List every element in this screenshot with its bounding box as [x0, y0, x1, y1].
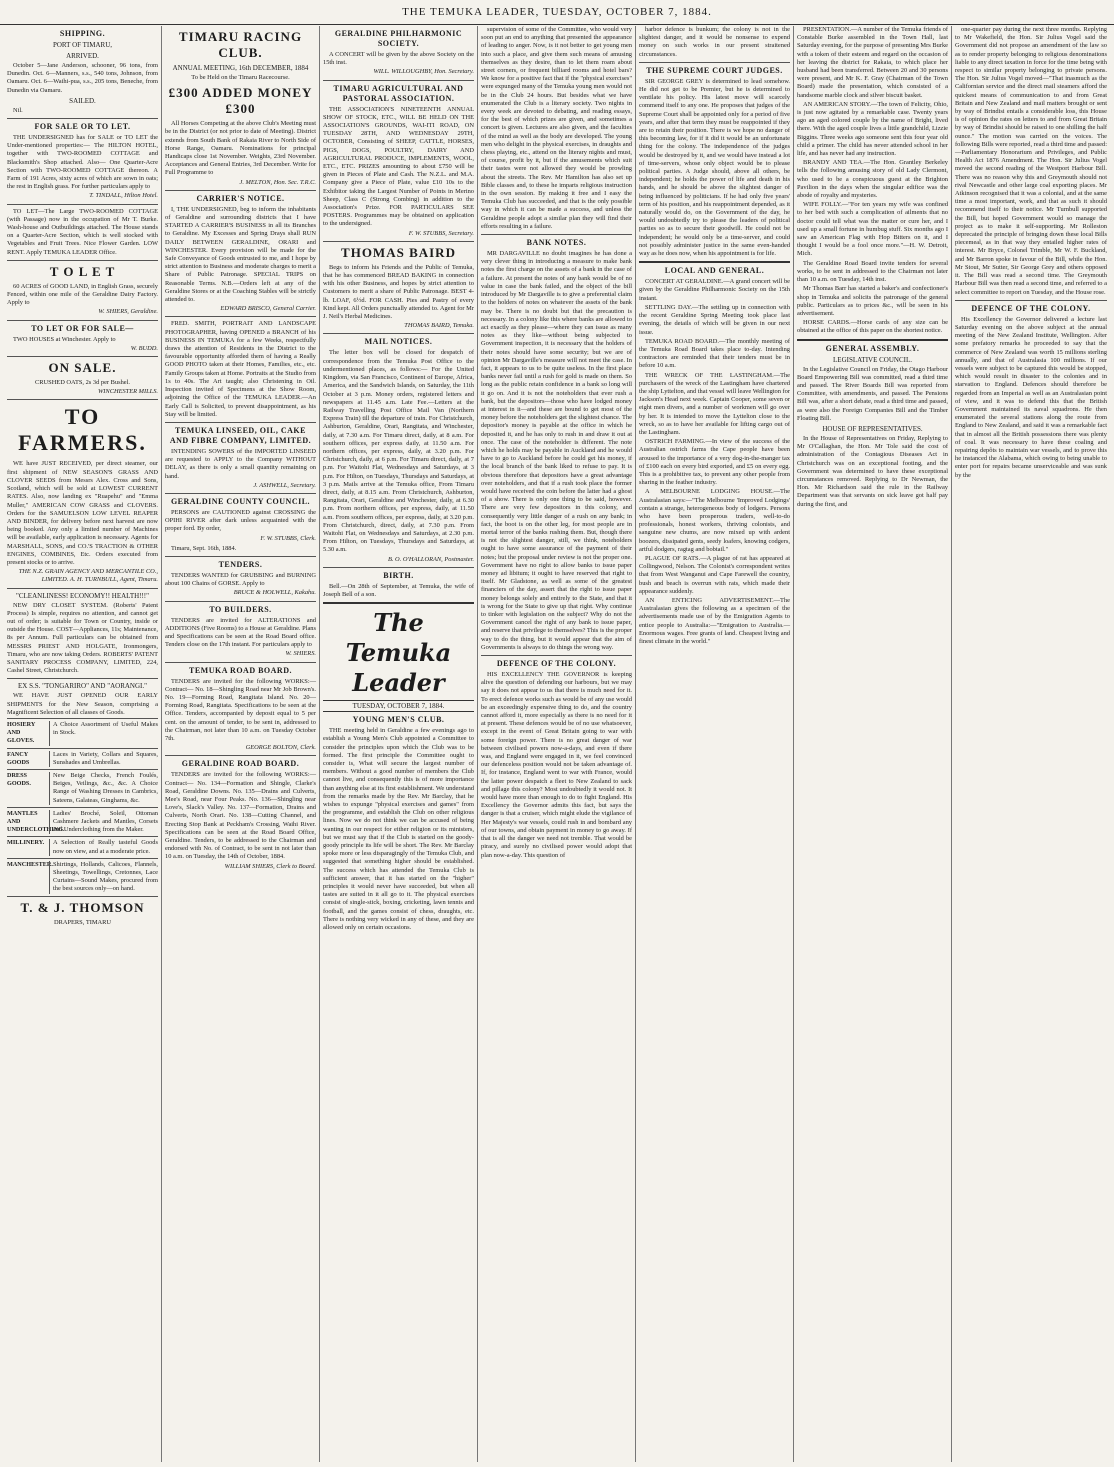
divider	[165, 316, 316, 317]
bank-heading: BANK NOTES.	[526, 238, 587, 248]
groad-text: TENDERS are invited for the following WORKS:— Contract— No. 134—Formation and Shingle, Clarke's Road, Geraldine Downs. No. 135—Drains and Culverts, Mee's Road, near Four Peaks. No. 136—Shingling near Love's, Slack's Valley. No. 137—Formation, Drains and Culverts, North Orari. No. 138—Cutting Channel, and Erecting Stop Bank at Peckham's Crossing, Waihi River. Specifications can be seen at the Road Board Office, Geraldine. Tenders, to be addressed to the Chairman and endorsed with No. of Contract, to be sent in not later than 10 a.m. on Tuesday, the 14th of October, 1884.	[165, 771, 316, 861]
local-item: PLAGUE OF RATS.—A plague of rat has appeared at Collingwood, Nelson. The Colonist's correspondent writes that from West Wanganui and Cape Farewell the country, bush and beach is overrun with rats, which made their appearance suddenly.	[639, 554, 790, 595]
column-2	[162, 26, 320, 1462]
column-1	[4, 26, 162, 1462]
builders-heading: TO BUILDERS.	[209, 604, 272, 614]
local-item: HORSE CARDS.—Horse cards of any size can be obtained at the office of this paper on the shortest notice.	[797, 319, 948, 335]
council-subheading: LEGISLATIVE COUNCIL.	[833, 355, 912, 364]
divider	[165, 493, 316, 494]
tolet3-signature: W. BUDD.	[130, 344, 158, 352]
sailed-text: Nil.	[13, 106, 23, 114]
birth-heading: BIRTH.	[383, 570, 414, 580]
divider	[165, 662, 316, 663]
reps-continued: one-quarter pay during the next three months. Replying to Mr Wakefield, the Hon. Sir Julius Vogel said the Government did not propose an amendment of the law so as to render property belonging to religious denominations liable to any direct taxation in force for the time being with respect to similar property belonging to private persons. The Hon. Sir Julius Vogel moved—"That inasmuch as the Californian service and the direct mail steamers afford the quickest means of communication to and from Great Britain and New Zealand and mail matters brought or sent by way of Brindisi entails a considerable loss, this House is of opinion the rates on letters to and from Great Britain by way of Brindisi should be raised to one shilling the half ounce." The motion was carried on the voices. The following Bills were reported, read a third time and passed:—Parliamentary Honorarium and Privileges, and Public Health Act 1876 Amendment. The Hon. Sir Julius Vogel moved the second reading of the Westport Harbour Bill. There was no reason why this and Greymouth should not rival Newcastle and other large coal exporting places. Mr Atkinson recognised that it was a colonial, and at the same time a most important, work, and that as such it should recommend itself to their notice. Mr Turnbull supported the Bill, but hoped Government would so manage the project as to make it self-supporting. Mr Rolleston deprecated the principle of bringing down these local Bills piecemeal, as in that way they entailed higher rates of interest. Mr Bryce, Colonel Trimble, Mr W. F. Buckland, and Mr Barron spoke in favour of the Bill, while the Hon. Mr Stout, Mr Sutter, Sir George Grey and others opposed it. The Bill was read a second time. The Greymouth Harbour Bill was then read a second time, and referred to a select committee to report on Tuesday, and the House rose.	[955, 26, 1107, 296]
drapery-list	[7, 718, 158, 897]
defence-lecture-text: His Excellency the Governor delivered a lecture last Saturday evening on the above subject at the annual meeting of the New Zealand Institute, Wellington. After some prefatory remarks he proceeded to say that the commerce of New Zealand was worth 15 millions sterling annually, and that of Australasia 100 millions. If our vessels were subject to be captured this would be stopped, which would result in disaster to the colonies and in starvation to England. Defences should therefore be regarded from an Imperial as well as an Australasian point of view, and it was to defend this that the British Government maintained its naval squadrons. He then enumerated the several stations along the route from England to New Zealand, and said it was a remarkable fact that in almost all the British possessions there was plenty of coal. It was necessary to have these coaling and repairing depôts to maintain war vessels, and to prove this he instanced the Alabama, which owing to being unable to enter port for repairs became unserviceable and was sunk by the	[955, 315, 1107, 479]
clean-heading: "CLEANLINESS! ECONOMY!! HEALTH!!!"	[16, 591, 149, 600]
carrier-signature: EDWARD BRISCO, General Carrier.	[220, 305, 316, 313]
drapery-text: Ladies' Broché, Soleil, Ottoman Cashmere Jackets and Mantles, Corsets and Underclothing from the Maker.	[49, 810, 158, 835]
racing-text: All Horses Competing at the above Club's Meeting must be in the District (or not prior to date of Meeting). District extends from South Bank of Rakaia River to North Side of Horse Range, Oamaru. Nominations for principal Handicaps close 1st November. Weights, 23rd November. Acceptances and General Entries, 3rd December. Write for Full Programme to	[165, 120, 316, 177]
divider	[7, 399, 158, 400]
local-item: AN AMERICAN STORY.—The town of Felicity, Ohio, is just now agitated by a remarkable case. Twenty years ago an aged colored couple by the name of Bright, lived there. With the aged couple lives a little grandchild, Lizzie Biggins. Three weeks ago someone sent this four year old child a primer. The child has never attended school in her life, and has never had any instruction.	[797, 100, 948, 158]
racing-subheading: ANNUAL MEETING, 16th DECEMBER, 1884	[172, 64, 309, 72]
local-item: Mr Thomas Barr has started a baker's and confectioner's shop in Temuka and solicits the patronage of the general public. Particulars as to prices &c., will be seen in his advertisement.	[797, 285, 948, 317]
agri-heading: TIMARU AGRICULTURAL AND PASTORAL ASSOCIATION.	[333, 83, 464, 103]
tenders-text: TENDERS WANTED for GRUBBING and BURNING about 100 Chains of GORSE. Apply to	[165, 571, 316, 588]
drapery-row	[7, 749, 158, 770]
agri-signature: F. W. STUBBS, Secretary.	[408, 229, 474, 237]
divider	[165, 755, 316, 756]
thomson-subheading: DRAPERS, TIMARU	[53, 918, 112, 926]
divider	[323, 241, 474, 242]
racing-location: To be Held on the Timaru Racecourse.	[191, 74, 290, 81]
column-6	[794, 26, 952, 1462]
divider	[323, 80, 474, 81]
tolet-text: TO LET—The Large TWO-ROOMED COTTAGE (with Passage) now in the occupation of Mr T. Burke. Wash-house and Outbuildings attached. The House stands on a Quarter-Acre Section, which is well stocked with Vegetables and Fruit Trees. Nice Flower Garden. LOW RENT. Apply TEMUKA LEADER Office.	[7, 207, 158, 256]
ymc-text: THE meeting held in Geraldine a few evenings ago to establish a Young Men's Club appointed a Committee to consider the principles upon which the Club was to be formed. The first principle the Committee ought to consider is, What will secure the largest number of members. Without a good number of members the Club cannot live, and consequently this is of more importance than anything else at its first establishment. We understand from the remarks made by the Rev. Mr Barclay, that he wishes to expunge "physical exercises and games" from the programme, and establish the Club on other religious lines. Now we do not think we can be accused of being wanting in our respect for either religion or its ministers, but we must say that if the Club is started on the goody-goody principle its life will be short. The Rev. Mr Barclay spoke more or less disparagingly of the Temuka Club, and suggested that something higher should be established. The success which has attended the Temuka Club is sufficient answer, that it has started on the "higher" principles it would never have succeeded, but when all tastes are suited in it all go to it. The physical exercises consist of single-stick, boxing, cricketing, lawn tennis and football, and the games consist of chess, draughts, etc. There is nothing very wicked in any of these, and they are allowed only on certain occasions.	[323, 727, 474, 932]
drapery-row	[7, 808, 158, 838]
bank-text: MR DARGAVILLE no doubt imagines he has done a very clever thing in introducing a measure to make bank notes the first charge on the assets of a bank in the case of a failure. At present the notes of any bank would be of no value in case the bank failed, and the object of the bill introduced by Mr Dargaville is to give a preferential claim to the holders of notes on whatever the assets of the bank may be. There is no doubt but that the precaution is necessary. In a colony like this where banks are allowed to act exactly as they please—where they can issue as many notes as they like—without being subjected to Government inspection, it is necessary that the holders of their notes should have some security; but we are of opinion Mr Dargaville's measure will not meet the case. In fact, it appears to us to be quite useless. In the first place banks never fail until a rush for gold is made on them. So long as the public retain confidence in a bank so long will it go on. And it is not the noteholders that ever rush a bank, but the depositors—those who have lodged money at interest in it—and these are bound to get most of the money before the noteholders get the slightest chance. The depositor's money is payable at the office in which he deposited it, and he has only to rush in and draw it out at once. The case of the noteholder is different. The note which he holds may be payable in Auckland and he would have to go to Auckland before he could get his money, if the local branch of the bank liked to refuse to pay. It is obvious therefore that depositors have a great advantage over noteholders, and that if a rush took place the former would have received the coin before the latter had a ghost of a show. There is only one thing to be said, however. There are very few depositors in this colony, and consequently very little danger of a rush on any bank; in fact, the boot is on the other leg, for most people are in mortal terror of the banks rushing them. But, though there is not the slightest danger, still, we think, noteholders ought to have some assurance of the payment of their notes; but the proposal under review is not the proper one. Government have no right to allow banks to issue paper money ad libitum; it ought to have reserved that right to itself. Mr Gladstone, as well as some of the greatest financiers of the day, assert that the right to issue paper money belongs solely and entirely to the State, and that it is wrong for the State to give up that right. Why continue to tinker with legislation on the subject? Why do not the Government cancel the right of any bank to issue paper, and reserve that privilege to themselves? This is the proper way to do the thing, but it would appear that the aim of Governments is always to do things the wrong way.	[481, 250, 632, 651]
divider	[323, 567, 474, 568]
divider	[481, 655, 632, 656]
linseed-heading: TEMUKA LINSEED, OIL, CAKE AND FIBRE COMPANY, LIMITED.	[169, 425, 312, 445]
newspaper-columns	[4, 26, 1110, 1462]
divider	[639, 62, 790, 63]
linseed-signature: J. ASHWELL, Secretary.	[253, 481, 316, 489]
baird-heading: THOMAS BAIRD	[341, 244, 456, 260]
tolet3-text: TWO HOUSES at Winchester. Apply to	[13, 335, 116, 343]
tongariro-heading: EX S.S. "TONGARIRO" AND "AORANGI."	[18, 682, 147, 691]
local-item: THE WRECK OF THE LASTINGHAM.—The purchasers of the wreck of the Lastingham have chartered the ship Lyttelton, and that vessel will leave Wellington for Jackson's Head next week. Captain Cooper, some seven or eight men divers, and a number of workmen will go over by her. It is intended to move the Lyttelton close to the wreck, so as to have her available for lifting cargo out of the Lastingham.	[639, 371, 790, 436]
farmers-text: WE have JUST RECEIVED, per direct steamer, our first shipment of NEW SEASON'S GRASS AND CLOVER SEEDS from Messrs Alex. Cross and Sons, Scotland, which will be sold at LOWEST CURRENT RATES. Also, now landing ex "Ruapehu" and "Emma Muller," AMERICAN COW GRASS and CLOVERS. Orders for the SAMUELSON LOW LEVEL REAPER AND BINDER, for delivery before next harvest are now being booked. Any only a limited number of Machines will be available, early application is necessary. Agents for MARSHALL, SONS, and CO.'S TRACTION & OTHER ENGINES, COMBINES, Etc. Orders executed from present stocks or to arrive.	[7, 460, 158, 566]
carrier-text: I, THE UNDERSIGNED, beg to inform the inhabitants of Geraldine and surrounding districts that I have STARTED A CARRIER'S BUSINESS in all its Branches to Geraldine. My Excesses and Spring Drays shall RUN DAILY BETWEEN GERALDINE, ORARI and WINCHESTER. Every provision will be made for the Safe Conveyance of Goods entrusted to me, and I hope by strict attention to Business and moderate charges to merit a Share of Public Patronage. SPECIAL TRIPS on Reasonable Terms. N.B.—Orders left at any of the Geraldine Stores or at the Coaching Stables will be strictly attended to.	[165, 205, 316, 304]
builders-text: TENDERS are invited for ALTERATIONS and ADDITIONS (Five Rooms) to a House at Geraldine. Plans and Specifications can be seen at the Road Board office. Tenders close on the 17th instant. For particulars apply to	[165, 616, 316, 649]
mail-heading: MAIL NOTICES.	[364, 337, 433, 347]
tenders-heading: TENDERS.	[218, 559, 263, 569]
linseed-text: INTENDING SOWERS of the IMPORTED LINSEED are requested to APPLY to the Company WITHOUT DELAY, as there is only a small quantity remaining on hand.	[165, 447, 316, 480]
tongariro-text: WE HAVE JUST OPENED OUR EARLY SHIPMENTS for the New Season, comprising a Magnificent Selection of all classes of Goods.	[7, 692, 158, 716]
divider	[7, 356, 158, 357]
phil-signature: WILL. WILLOUGHBY, Hon. Secretary.	[373, 68, 474, 76]
drapery-label: HOSIERY AND GLOVES.	[7, 720, 36, 745]
divider	[639, 261, 790, 263]
court-text: SIR GEORGE GREY is determined to lead somehow. He did not get to be Premier, but he is determined to ventilate his policy. His latest move will scarcely commend itself to any one. He proposes that judges of the Supreme Court shall be appointed only for a period of five years, and after that term they must be reappointed if they are to retain their position. There is we hope no danger of this becoming law, for if it did it would be an unfortunate thing for the colony. The independence of the judges would be destroyed by it, and we would have instead a lot of time-servers, whose only object would be to please political parties. A Judge should, above all others, be independent; he holds the power of life and death in his hands, and he should be above the slightest danger of being influenced by politicians. If he had only five years' term of his position, and his reappointment depended, as it naturally would do, on the Government of the day, he would undoubtedly try to please the leaders of political parties so as to secure their goodwill. He could not be independent; he would only be a time-server, and could not possibly administer justice in the same even-handed way as he does now, when his appointment is for life.	[639, 77, 790, 258]
council-heading: GERALDINE COUNTY COUNCIL.	[170, 496, 311, 506]
tolet3-heading: TO LET OR FOR SALE—	[31, 323, 134, 333]
groad-heading: GERALDINE ROAD BOARD.	[181, 759, 300, 769]
racing-heading: TIMARU RACING CLUB.	[178, 29, 303, 60]
drapery-label: MANTLES AND UNDERCLOTHING.	[7, 809, 65, 834]
defence-continued: harbor defence is bunkum; the colony is not in the slightest danger, and it would be nonsense to expend money on such works in our present straitened circumstances.	[639, 26, 790, 58]
sale-signature: T. TINDALL, Hilton Hotel.	[89, 192, 158, 200]
tenders-signature: BRUCE & HOLWELL, Kakahu.	[233, 589, 316, 597]
ymc-heading: YOUNG MEN'S CLUB.	[352, 715, 445, 725]
reps-subheading: HOUSE OF REPRESENTATIVES.	[822, 424, 923, 433]
drapery-label: MILLINERY.	[7, 839, 45, 847]
divider	[323, 333, 474, 334]
issue-date: TUESDAY, OCTOBER 7, 1884.	[323, 700, 474, 712]
divider	[165, 556, 316, 557]
reps-report: In the House of Representatives on Friday, Replying to Mr O'Callaghan, the Hon. Mr Tole said the cost of administration of the Contagious Diseases Act in Christchurch was on an exceptional footing, and the Government was determined to have these exceptional circumstances removed. Replying to Dr Newman, the Hon. Mr Richardson said the rule in the Railway Department was that servants on sick leave got half pay during the first, and	[797, 434, 948, 508]
court-heading: THE SUPREME COURT JUDGES.	[646, 65, 783, 75]
council-text: PERSONS are CAUTIONED against CROSSING the OPIHI RIVER after dark unless acquainted with the proper ford. By order,	[165, 508, 316, 533]
drapery-row	[7, 837, 158, 858]
phil-text: A CONCERT will be given by the above Society on the 15th inst.	[323, 51, 474, 67]
agri-text: THE ASSOCIATION'S NINETEENTH ANNUAL SHOW OF STOCK, ETC., WILL BE HELD ON THE ASSOCIATION'S GROUNDS, WAI-ITI ROAD, ON TUESDAY 28TH, AND WEDNESDAY 29TH, OCTOBER, Consisting of SHEEP, CATTLE, HORSES, PIGS, DOGS, POULTRY, DAIRY AND AGRICULTURAL PRODUCE, IMPLEMENTS, WOOL, ETC., ETC. PRIZES amounting to about £750 will be given in Pieces of Plate and Cash. The N.Z.L. and M.A. Company give a Piece of Plate, value £10 10s to the Exhibitor taking the Largest Number of Points in Merino Sheep, Class C (Strong Combing) in addition to the Association's Prize. FOR PARTICULARS SEE POSTERS. Programmes may be obtained on application to the undersigned.	[323, 105, 474, 228]
drapery-text: Laces in Variety, Collars and Squares, Sunshades and Umbrellas.	[49, 751, 158, 767]
port-subheading: PORT OF TIMARU,	[52, 41, 113, 49]
drapery-text: A Choice Assortment of Useful Makes in Stock.	[49, 721, 158, 746]
drapery-label: MANCHESTER.	[7, 860, 53, 868]
column-7	[952, 26, 1110, 1462]
defence-lecture-heading: DEFENCE OF THE COLONY.	[971, 303, 1091, 313]
divider	[7, 118, 158, 119]
thomson-heading: T. & J. THOMSON	[20, 899, 145, 915]
divider	[797, 339, 948, 341]
mail-text: The letter box will be closed for despatch of correspondence from the Temuka Post Office to the undermentioned places, as follows:— For the United Kingdom, via San Francisco, Continent of Europe, Africa, America, and the Sandwich Islands, on Saturday, the 11th October at 3 p.m. Money orders, registered letters and newspapers at 11.45 a.m. Late Fee.—Letters at the Railway Travelling Post Office Mail Van (Northern Express Train) till the departure of train. For Christchurch, Ashburton, Geraldine, Orari, Rangitata, and Winchester, daily, at 7.30 a.m. For Timaru direct, daily, at 8 a.m. For southern offices, per express daily, at 11.50 a.m. For northern offices, per express, daily, at 3.20 p.m. For Christchurch, daily, at 6 p.m. For Timaru direct, daily, at 7 p.m. For Waitohi Flat, Wednesdays and Saturdays, at 3 p.m. For Hilton, on Tuesdays, Thursdays and Saturdays, at 3 p.m. Mails arrive at the Temuka office, From Timaru direct, daily, at 8.15 a.m. From Christchurch, Ashburton, Rangitata, Orari, Geraldine and Winchester, daily, at 6.30 p.m. From northern offices, per express, daily, at 11.50 a.m. From southern offices, per express, daily, at 3.20 p.m. From Christchurch, direct, daily, at 7.30 p.m. From Waitohi Flat, on Wednesdays and Saturdays, at 2.30 p.m. From Hilton, on Tuesdays, Thursdays and Saturdays, at 5.30 a.m.	[323, 349, 474, 554]
sailed-label: SAILED.	[69, 96, 96, 105]
clean-text: NEW DRY CLOSET SYSTEM. (Roberts' Patent Process) Is simple, requires no attention, and cannot get out of order; is suitable for Town or Country, inside or outside the House. COST—Appliances, 11s; Maintenance, 8s per Annum. Full particulars can be obtained from MESSRS PRIEST AND HOLGATE, Ironmongers, Timaru, who are now taking Orders. ROBERTS' PATENT SANITARY PROCESS COMPANY, LIMITED, 224, Cashel Street, Christchurch.	[7, 601, 158, 675]
divider	[481, 234, 632, 235]
sale-text: THE UNDERSIGNED has for SALE or TO LET the Under-mentioned properties:— The HILTON HOTEL, together with TWO-ROOMED COTTAGE and Blacksmith's Shop attached. Also— One Quarter-Acre Section with TWO-ROOMED COTTAGE thereon. A Farm of 191 Acres, sixty acres of which are sown in oats; the rest in English grass. For further particulars apply to	[7, 134, 158, 191]
council-report: In the Legislative Council on Friday, the Otago Harbour Board Empowering Bill was committed, read a third time and passed. The River Boards Bill was reported from Committee, with amendments, and passed. The Pensions Bill was, after a short debate, read a third time and passed, as were also the Foreign Companies Bill and the Timber Floating Bill.	[797, 365, 948, 422]
divider	[7, 260, 158, 261]
local-item: BRANDY AND TEA.—The Hon. Grantley Berkeley tells the following amusing story of old Lady Clermont, who used to be a conspicuous guest at the Brighton Pavilion in the days when the singular edifice was the abode of royalty and mysteries.	[797, 159, 948, 200]
tolet2-text: 60 ACRES of GOOD LAND, in English Grass, securely Fenced, within one mile of the Geraldine Dairy Factory. Apply to	[7, 282, 158, 307]
local-item: WIFE FOLLY.—"For ten years my wife was confined to her bed with such a complication of ailments that no doctor could tell what was the matter or cure her, and I used up a small fortune in humbug stuff. Six months ago I saw an American Flag with Hop Bitters on it, and I thought I would be a fool once more."—H. W. Detroit, Mich.	[797, 201, 948, 258]
farmers-heading: TO FARMERS.	[18, 404, 147, 456]
defence-text: HIS EXCELLENCY THE GOVERNOR is keeping alive the question of defending our harbours, but we may say it does not appear to us that there is much need for it. To erect defence works such as would be of any use would be an exceedingly expensive thing to do, and the country cannot afford it, more especially as there is no need for it at present. These defences would be of no use whatsoever, except in the event of Great Britain going to war with some foreign power. There is no great danger of war between civilised powers now-a-days, and even if there was, and England were engaged in it, we feel convinced our defenceless position would not be taken advantage of. If, for instance, England went to war with France, would the latter power despatch a fleet to New Zealand to sack and pillage this colony? Most undoubtedly it would not. It would have more than enough to do to fight England. His Excellency the Governor admits this fact, but says the danger is that a cruiser, which might elude the vigilance of Her Majesty's war vessels, could rush in and bombard any of our towns, and obtain payment in money to go away. If that is all the danger we need not tremble. That would be piracy, and surely no civilised power would adopt that plan now-a-day. This question of	[481, 671, 632, 859]
divider	[165, 422, 316, 423]
tolet2-signature: W. SHIERS, Geraldine.	[98, 308, 158, 316]
council-signature: F. W. STUBBS, Clerk.	[260, 534, 316, 542]
arrived-label: ARRIVED.	[66, 52, 99, 60]
defence-heading: DEFENCE OF THE COLONY.	[496, 659, 617, 669]
divider	[7, 678, 158, 679]
column-3	[320, 26, 478, 1462]
local-item: PRESENTATION.—A number of the Temuka friends of Constable Burke assembled in the Town Hall, last Saturday evening, for the purpose of presenting Mrs Burke with a token of their esteem and regard on the occasion of her leaving the district for Rakaia, to which place her husband had been transferred. Between 20 and 30 persons were present, and Mr K. F. Gray (Chairman of the Town Board) made the presentation, which consisted of a handsome marble clock and silver biscuit basket.	[797, 26, 948, 99]
drapery-label: DRESS GOODS.	[7, 771, 31, 788]
sale-heading: FOR SALE OR TO LET.	[34, 122, 131, 132]
onsale-heading: ON SALE.	[48, 360, 117, 376]
mail-signature: B. O. O'HALLORAN, Postmaster.	[387, 555, 474, 563]
road-signature: GEORGE BOLTON, Clerk.	[245, 744, 316, 752]
drapery-text: A Selection of Really tasteful Goods now on view, and at a moderate price.	[49, 839, 158, 855]
arrived-text: October 5—Jane Anderson, schooner, 96 tons, from Dunedin. Oct. 6—Manners, s.s., 540 tons, Johnson, from Oamaru. Oct. 6—Waihi-pua, s.s., 205 tons, Beneche, from Dunedin via Oamaru.	[7, 62, 158, 94]
local-item: CONCERT AT GERALDINE.—A grand concert will be given by the Geraldine Philharmonic Society on the 15th instant.	[639, 278, 790, 302]
tolet2-heading: T O L E T	[49, 263, 116, 279]
drapery-text: Shirtings, Hollands, Calicoes, Flannels, Sheetings, Towellings, Cretonnes, Lace Curtains—Sound Makes, procured from the best sources only—on hand.	[49, 861, 158, 894]
masthead: THE TEMUKA LEADER, TUESDAY, OCTOBER 7, 1884.	[0, 0, 1114, 25]
photographer-text: FRED. SMITH, PORTRAIT AND LANDSCAPE PHOTOGRAPHER, having OPENED a BRANCH of his BUSINESS IN TEMUKA for a few Weeks, respectfully draws the attention of Residents in the District to the favourable opportunity afforded them of having a Really GOOD PHOTO taken at their Homes, Families, etc., etc. Family Groups taken at Home. Portraits at the Studio from 1s to 40s. The Art taught; also Christening in Oil. Inspection invited of Specimens at the Show Room, adjoining the Office of the TEMUKA LEADER.—An Early Call is Solicited, to prevent disappointment, as his Stay will be limited.	[165, 320, 316, 418]
divider	[7, 588, 158, 589]
farmers-signature: THE N.Z. GRAIN AGENCY AND MERCANTILE CO., LIMITED. A. H. TURNBULL, Agent, Timaru.	[18, 568, 158, 584]
drapery-label: FANCY GOODS	[7, 750, 30, 766]
divider	[165, 601, 316, 602]
shipping-heading: SHIPPING.	[59, 29, 106, 38]
added-money: £300 ADDED MONEY £300	[168, 85, 313, 117]
column-4	[478, 26, 636, 1462]
onsale-signature: WINCHESTER MILLS.	[97, 388, 158, 396]
baird-text: Begs to inform his Friends and the Public of Temuka, that he has commenced BREAD BAKING in connection with his other Business, and hopes by strict attention to Customers to merit a share of Public Patronage. BEST 4-lb. LOAF, 6½d. FOR CASH. Pies and Pastry of every Kind kept. All Orders punctually attended to. Agent for Mr J. Neil's Herbal Medicines.	[323, 263, 474, 321]
road-heading: TEMUKA ROAD BOARD.	[188, 665, 292, 675]
newspaper-title: The Temuka Leader	[345, 608, 452, 698]
local-heading: LOCAL AND GENERAL.	[664, 266, 765, 276]
column-5	[636, 26, 794, 1462]
divider	[955, 300, 1107, 301]
drapery-row	[7, 859, 158, 897]
local-item: TEMUKA ROAD BOARD.—The monthly meeting of the Temuka Road Board takes place to-day. Intending contractors are reminded that their tenders must be in before 10 a.m.	[639, 337, 790, 370]
divider	[165, 190, 316, 191]
assembly-heading: GENERAL ASSEMBLY.	[825, 343, 920, 353]
racing-signature: J. MELTON, Hon. Sec. T.R.C.	[239, 178, 316, 186]
drapery-row	[7, 719, 158, 749]
groad-signature: WILLIAM SHIERS, Clerk to Board.	[224, 862, 316, 870]
divider	[323, 602, 474, 604]
carrier-heading: CARRIER'S NOTICE.	[196, 193, 285, 203]
builders-signature: W. SHIERS.	[285, 650, 316, 658]
birth-text: Bell.—On 28th of September, at Temuka, the wife of Joseph Bell of a son.	[323, 582, 474, 598]
onsale-text: CRUSHED OATS, 2s 3d per Bushel.	[35, 379, 130, 387]
local-item: AN ENTICING ADVERTISEMENT.—The Australasian gives the following as a specimen of the advertisements made use of by the Emigration Agents to entice people to Australia:—"Emigration to Australia.—Enormous wages. Free grants of land. Cheapest living and finest climate in the world."	[639, 597, 790, 646]
ymc-continued: supervision of some of the Committee, who would very soon put an end to anything that presented the appearance of leading to anger. Now, is it not better to get young men into such a place, and give them such means of amusing themselves as they desire, than to let them roam about street corners, or frequent billiard rooms and hotel bars? We know for a positive fact that if the "physical exercises" were expunged many of the Temuka young men would not be in the Club 24 hours. But besides what we have enumerated the Club is a literary society. Two nights in every week are devoted to debating, and reading essays, for the best of which prizes are given, and sometimes a concert is given. Lectures are also given, and the faculties of the mind as well as the body are developed. The young men who delight in the physical exercises, in draughts and chess playing, etc., attend on the literary nights and must, of course, profit by it, but if the amusements which suit their tastes were not allowed they would be prowling about the streets. The Rev. Mr Hamilton has also set up Bible classes and, to these he imparts religious instruction in the own session. By making it free and I easy the Temuka Club has succeeded, and that is the only possible way in which it can be made a success, and unless the Geraldine people adopt a similar plan they will find their efforts resulting in a failure.	[481, 26, 632, 230]
local-item: OSTRICH FARMING.—In view of the success of the Australian ostrich farms the Cape people have been aroused to the importance of a very dog-in-the-manger tax of £100 each on every bird exported, and £5 on every egg. This is a prohibitive tax, to prevent any other people from sharing in the feather industry.	[639, 438, 790, 487]
baird-signature: THOMAS BAIRD, Temuka.	[404, 322, 474, 330]
divider	[7, 204, 158, 205]
council-date: Timaru, Sept. 16th, 1884.	[171, 544, 237, 552]
local-item: A MELBOURNE LODGING HOUSE.—The Australasian says:—"The Melbourne 'Improved Lodgings' contain a strange, heterogeneous body of lodgers. Persons who have been prosperous traders, well-to-do professionals, honest workers, thriving colonists, and sanguine new chums, are now mixed up with ardent boozers, dissipated gents, seedy loafers, knowing codgers, artful dodgers, ragtag and bobtail."	[639, 488, 790, 553]
road-text: TENDERS are invited for the following WORKS:— Contract— No. 18—Shingling Road near Mr Job Brown's. No. 19—Forming Road, Rangitata Island. No. 20—Forming Road, Rangitata. Specifications to be seen at the Office. Tenders, accompanied by deposit equal to 5 per cent. on the amount of tender, to be sent in, addressed to the Chairman, not later than 10 a.m. on Tuesday October 7th.	[165, 677, 316, 742]
divider	[7, 320, 158, 321]
drapery-text: New Beige Checks, French Foulés, Beiges, Veilings, &c., &c. A Choice Range of Washing Dresses in Cambrics, Sateens, Galateas, Ginghams, &c.	[49, 772, 158, 805]
phil-heading: GERALDINE PHILHARMONIC SOCIETY.	[334, 29, 463, 48]
local-item: The Geraldine Road Board invite tenders for several works, to be sent in addressed to the Chairman not later than 10 a.m. on Tuesday, 14th inst.	[797, 259, 948, 284]
local-item: SETTLING DAY.—The settling up in connection with the recent Geraldine Spring Meeting took place last evening, the details of which will be given in our next issue.	[639, 303, 790, 336]
drapery-row	[7, 770, 158, 808]
